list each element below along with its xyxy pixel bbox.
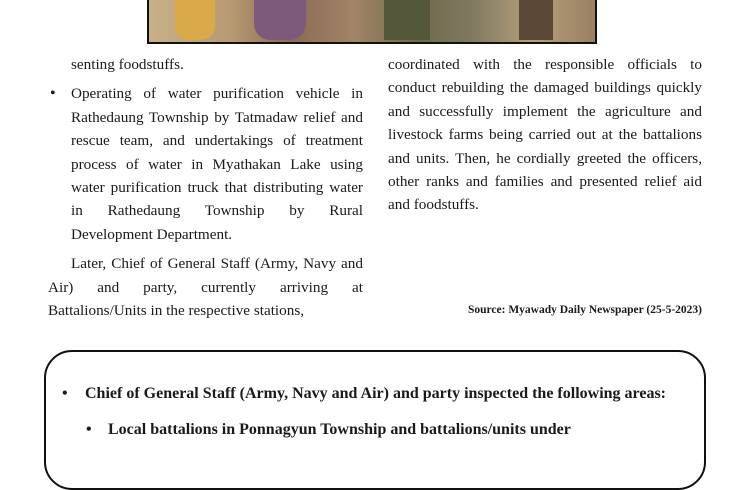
bullet-list [48,82,363,246]
list-item: • Operating of water purification vehicle in Rathedaung Township by Tatmadaw relief and rescue team, and undertakings of treatment process of water in Myathakan Lake using water purification truck that distributing water in Rathedaung Township by Rural Development Department. [48,82,363,246]
source-citation: Source: Myawady Daily Newspaper (25-5-2023) [467,304,702,316]
body-paragraph: Later, Chief of General Staff (Army, Navy and Air) and party, currently arriving at Battalions/Units in the respective stations, [48,255,363,320]
right-column [388,53,702,217]
left-column [48,53,363,322]
highlight-sub-item: • Local battalions in Ponnagyun Township and battalions/units under [60,418,686,442]
continued-text: senting foodstuffs. [71,56,184,73]
highlight-list [60,382,686,442]
body-paragraph: coordinated with the responsible officials to conduct rebuilding the damaged buildings quickly and successfully implement the agriculture and livestock farms being carried out at the battalions and units. Then, he cordially greeted the officers, other ranks and families and presented relief aid and foodstuffs. [388,56,702,214]
news-photo [147,0,597,44]
person-figure [519,0,553,40]
person-figure [254,0,306,40]
highlight-heading: • Chief of General Staff (Army, Navy and Air) and party inspected the following areas: [60,382,686,406]
person-figure [384,0,430,40]
person-figure [175,0,215,40]
